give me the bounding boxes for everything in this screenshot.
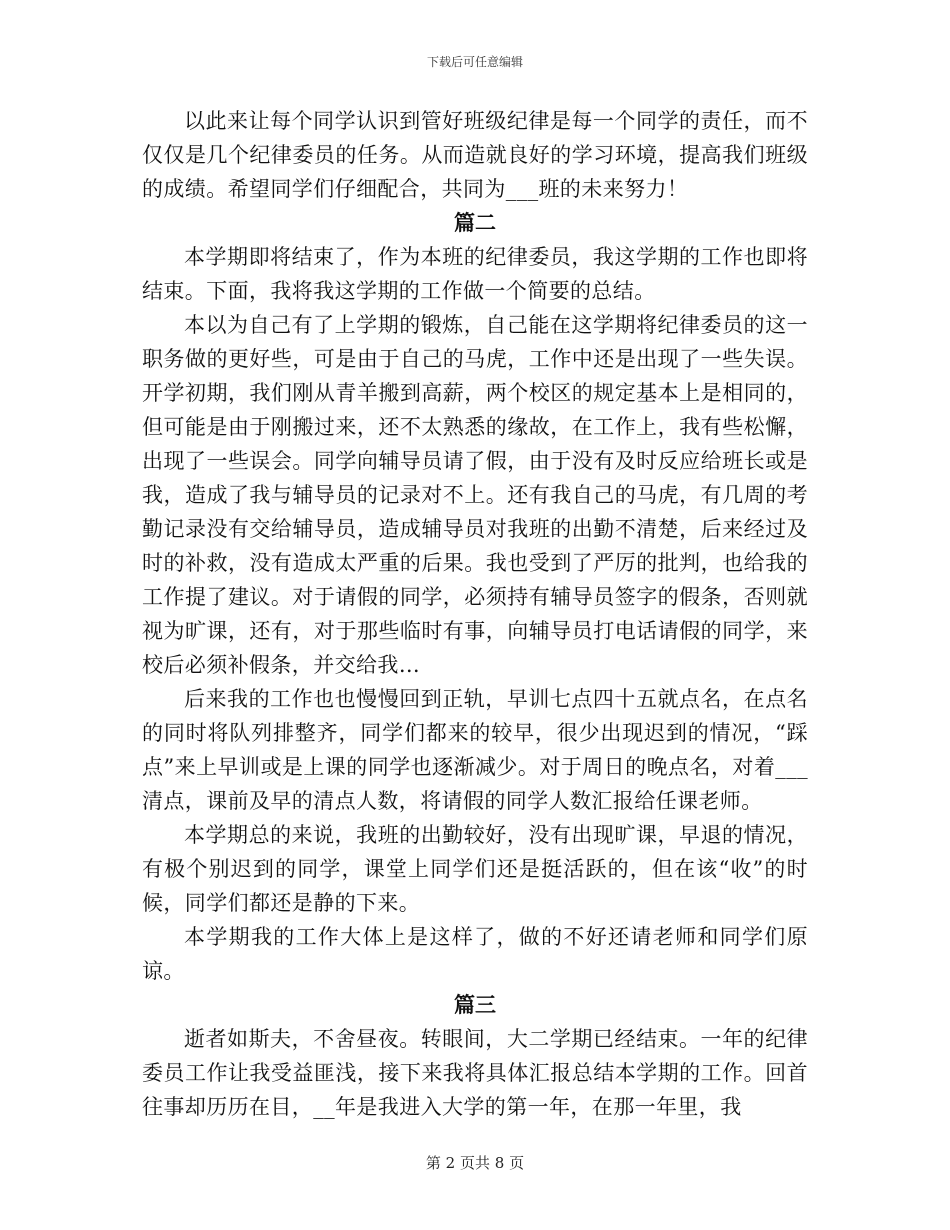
paragraph-3: 后来我的工作也也慢慢回到正轨，早训七点四十五就点名，在点名的同时将队列排整齐，同学们都来的较早，很少出现迟到的情况，“踩点”来上早训或是上课的同学也逐渐减少。对于周日的晚点名，对着___清点，课前及早的清点人数，将请假的同学人数汇报给任课老师。 — [142, 687, 808, 813]
page-header: 下载后可任意编辑 — [426, 55, 523, 69]
paragraph-2: 本以为自己有了上学期的锻炼，自己能在这学期将纪律委员的这一职务做的更好些，可是由于自己的马虎，工作中还是出现了一些失误。开学初期，我们刚从青羊搬到高薪，两个校区的规定基本上是相同的，但可能是由于刚搬过来，还不太熟悉的缘故，在工作上，我有些松懈，出现了一些误会。同学向辅导员请了假，由于没有及时反应给班长或是我，造成了我与辅导员的记录对不上。还有我自己的马虎，有几周的考勤记录没有交给辅导员，造成辅导员对我班的出勤不清楚，后来经过及时的补救，没有造成太严重的后果。我也受到了严厉的批判，也给我的工作提了建议。对于请假的同学，必须持有辅导员签字的假条，否则就视为旷课，还有，对于那些临时有事，向辅导员打电话请假的同学，来校后必须补假条，并交给我… — [142, 313, 808, 677]
document-body — [142, 104, 808, 1124]
paragraph-1: 本学期即将结束了，作为本班的纪律委员，我这学期的工作也即将结束。下面，我将我这学期的工作做一个简要的总结。 — [142, 245, 808, 303]
section-heading-3: 篇三 — [454, 992, 496, 1017]
section-heading-2: 篇二 — [454, 210, 496, 235]
paragraph-5: 本学期我的工作大体上是这样了，做的不好还请老师和同学们原谅。 — [142, 925, 808, 983]
paragraph-intro: 以此来让每个同学认识到管好班级纪律是每一个同学的责任，而不仅仅是几个纪律委员的任务。从而造就良好的学习环境，提高我们班级的成绩。希望同学们仔细配合，共同为___班的未来努力！ — [142, 109, 808, 201]
paragraph-6: 逝者如斯夫，不舍昼夜。转眼间，大二学期已经结束。一年的纪律委员工作让我受益匪浅，接下来我将具体汇报总结本学期的工作。回首往事却历历在目，__年是我进入大学的第一年，在那一年里，我 — [142, 1027, 808, 1119]
page-footer: 第 2 页共 8 页 — [425, 1154, 525, 1172]
paragraph-4: 本学期总的来说，我班的出勤较好，没有出现旷课，早退的情况，有极个别迟到的同学，课堂上同学们还是挺活跃的，但在该“收”的时候，同学们都还是静的下来。 — [142, 823, 808, 915]
